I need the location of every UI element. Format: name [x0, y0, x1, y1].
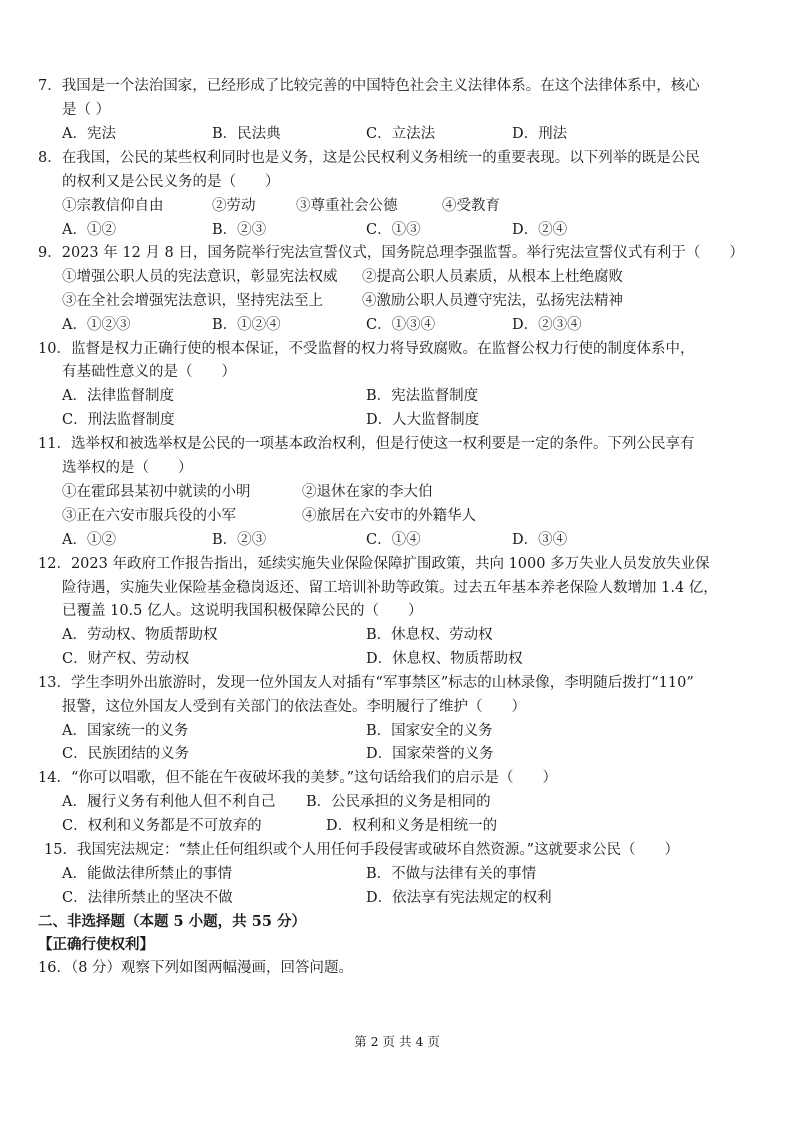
q12-stem-line-3: 已覆盖 10.5 亿人。这说明我国积极保障公民的（ ）: [62, 603, 423, 619]
q15-option-c: C．法律所禁止的坚决不做: [62, 890, 233, 906]
q8-item-3: ③尊重社会公德: [296, 198, 398, 214]
q8-option-b: B．②③: [212, 222, 267, 238]
q8-stem-line-1: 8．在我国，公民的某些权利同时也是义务，这是公民权利义务相统一的重要表现。以下列举的既是公民: [38, 150, 700, 166]
q12-option-a: A．劳动权、物质帮助权: [62, 627, 218, 643]
q13-stem-line-2: 报警，这位外国友人受到有关部门的依法查处。李明履行了维护（ ）: [62, 699, 526, 715]
q12-stem-line-1: 12．2023 年政府工作报告指出，延续实施失业保险保障扩围政策，共向 1000 多万失业人员发放失业保: [38, 556, 710, 572]
q16-stem: 16．（8 分）观察下列如图两幅漫画，回答问题。: [38, 960, 354, 976]
q12-stem-line-2: 险待遇，实施失业保险基金稳岗返还、留工培训补助等政策。过去五年基本养老保险人数增加 1.4 亿，: [62, 580, 718, 596]
section-title: 二、非选择题（本题 5 小题，共 55 分）: [38, 913, 306, 930]
q8-stem-line-2: 的权利又是公民义务的是（ ）: [62, 174, 280, 190]
q15-option-b: B．不做与法律有关的事情: [366, 866, 537, 882]
q9-option-d: D．②③④: [512, 317, 582, 333]
q13-option-c: C．民族团结的义务: [62, 746, 190, 762]
q7-stem-line-1: 7．我国是一个法治国家，已经形成了比较完善的中国特色社会主义法律体系。在这个法律体系中，核心: [38, 78, 700, 94]
q7-option-b: B．民法典: [212, 126, 281, 142]
q11-option-a: A．①②: [62, 532, 116, 548]
q7-option-d: D．刑法: [512, 126, 568, 142]
q9-item-1: ①增强公职人员的宪法意识，彰显宪法权威: [62, 269, 338, 285]
section-subtitle: 【正确行使权利】: [38, 936, 154, 953]
q12-option-c: C．财产权、劳动权: [62, 651, 190, 667]
q7-stem-line-2: 是（ ）: [62, 102, 111, 118]
q14-stem-line-1: 14．“你可以唱歌，但不能在午夜破坏我的美梦。”这句话给我们的启示是（ ）: [38, 770, 558, 786]
q15-option-a: A．能做法律所禁止的事情: [62, 866, 232, 882]
q10-option-a: A．法律监督制度: [62, 388, 174, 404]
q14-option-b: B．公民承担的义务是相同的: [306, 794, 491, 810]
q10-option-c: C．刑法监督制度: [62, 412, 175, 428]
q9-option-b: B．①②④: [212, 317, 281, 333]
q8-option-a: A．①②: [62, 222, 116, 238]
q12-option-d: D．休息权、物质帮助权: [366, 651, 523, 667]
q11-stem-line-2: 选举权的是（ ）: [62, 460, 193, 476]
q11-item-3: ③正在六安市服兵役的小军: [62, 508, 236, 524]
page-number: 第 2 页 共 4 页: [354, 1034, 440, 1049]
q10-stem-line-2: 有基础性意义的是（ ）: [62, 364, 236, 380]
q11-stem-line-1: 11．选举权和被选举权是公民的一项基本政治权利，但是行使这一权利要是一定的条件。下列公民享有: [38, 436, 695, 452]
q13-option-a: A．国家统一的义务: [62, 723, 189, 739]
q13-option-d: D．国家荣誉的义务: [366, 746, 494, 762]
q11-item-2: ②退休在家的李大伯: [302, 484, 433, 500]
q14-option-d: D．权利和义务是相统一的: [326, 818, 498, 834]
q7-option-c: C．立法法: [366, 126, 436, 142]
q13-stem-line-1: 13．学生李明外出旅游时，发现一位外国友人对插有“军事禁区”标志的山林录像，李明随后拨打“110”: [38, 675, 694, 691]
q14-option-c: C．权利和义务都是不可放弃的: [62, 818, 262, 834]
q14-option-a: A．履行义务有利他人但不利自己: [62, 794, 276, 810]
q10-option-b: B．宪法监督制度: [366, 388, 479, 404]
q8-item-1: ①宗教信仰自由: [62, 198, 164, 214]
q8-option-c: C．①③: [366, 222, 421, 238]
q11-option-b: B．②③: [212, 532, 267, 548]
q9-option-a: A．①②③: [62, 317, 131, 333]
q7-option-a: A．宪法: [62, 126, 116, 142]
q15-stem-line-1: 15．我国宪法规定：“禁止任何组织或个人用任何手段侵害或破坏自然资源。”这就要求公民（ ）: [44, 842, 680, 858]
q9-item-4: ④激励公职人员遵守宪法，弘扬宪法精神: [362, 293, 623, 309]
q11-item-1: ①在霍邱县某初中就读的小明: [62, 484, 251, 500]
q9-option-c: C．①③④: [366, 317, 436, 333]
q8-item-4: ④受教育: [442, 198, 500, 214]
q10-stem-line-1: 10．监督是权力正确行使的根本保证，不受监督的权力将导致腐败。在监督公权力行使的制度体系中，: [38, 341, 695, 357]
q15-option-d: D．依法享有宪法规定的权利: [366, 890, 552, 906]
q11-option-d: D．③④: [512, 532, 568, 548]
q8-item-2: ②劳动: [212, 198, 256, 214]
q9-stem-line-1: 9．2023 年 12 月 8 日，国务院举行宪法宣誓仪式，国务院总理李强监誓。举行宪法宣誓仪式有利于（ ）: [38, 245, 744, 261]
q11-item-4: ④旅居在六安市的外籍华人: [302, 508, 476, 524]
q9-item-3: ③在全社会增强宪法意识，坚持宪法至上: [62, 293, 323, 309]
q10-option-d: D．人大监督制度: [366, 412, 480, 428]
q12-option-b: B．休息权、劳动权: [366, 627, 493, 643]
q8-option-d: D．②④: [512, 222, 568, 238]
q9-item-2: ②提高公职人员素质，从根本上杜绝腐败: [362, 269, 623, 285]
q11-option-c: C．①④: [366, 532, 421, 548]
q13-option-b: B．国家安全的义务: [366, 723, 493, 739]
